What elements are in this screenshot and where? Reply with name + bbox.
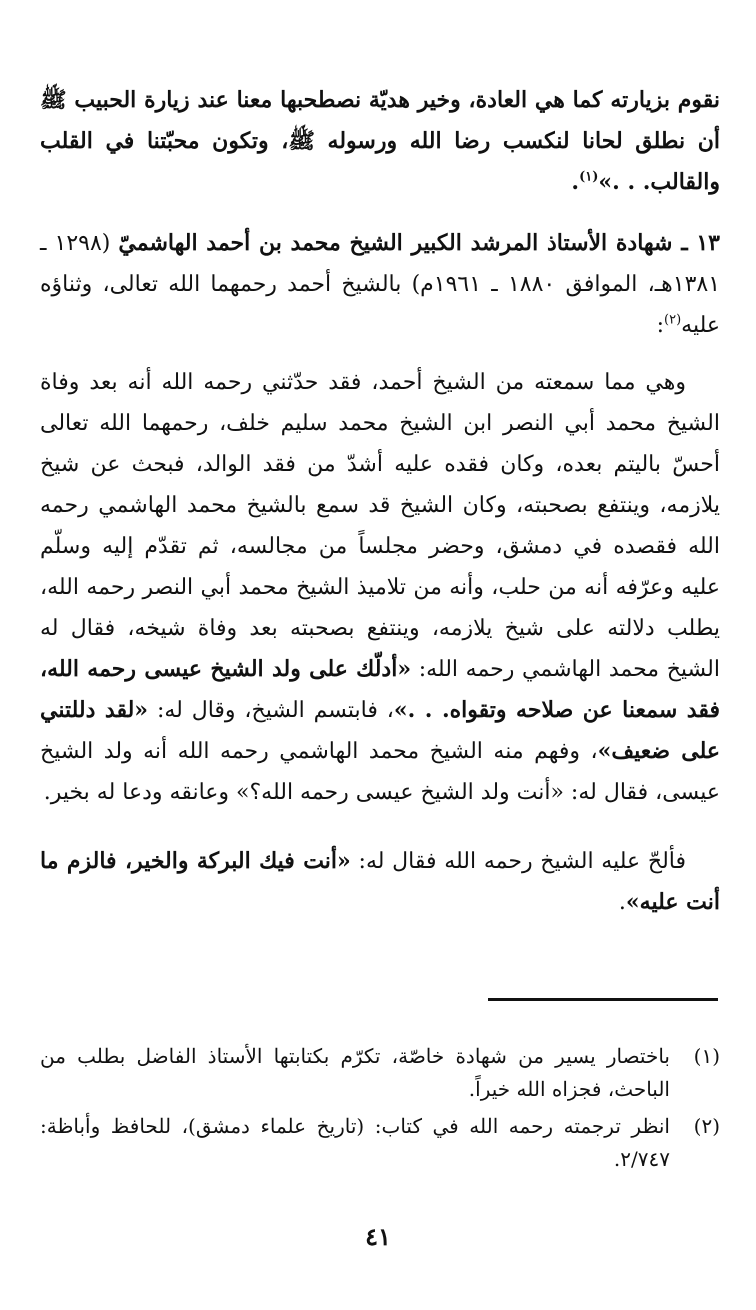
footnote-ref: (١) bbox=[579, 169, 599, 185]
footnote-divider bbox=[488, 998, 718, 1001]
paragraph-end: . bbox=[571, 169, 580, 195]
paragraph-text: ، وفهم منه الشيخ محمد الهاشمي رحمه الله أنه ولد الشيخ عيسى، فقال له: «أنت ولد الشيخ عيسى رحمه الله؟» وعانقه ودعا له بخير. bbox=[40, 739, 720, 805]
footnote-text: باختصار يسير من شهادة خاصّة، تكرّم بكتابتها الأستاذ الفاضل بطلب من الباحث، فجزاه الله خيراً. bbox=[40, 1044, 670, 1101]
quote-text: «أدلّك على ولد الشيخ عيسى رحمه الله، فقد سمعنا عن صلاحه وتقواه. . .» bbox=[40, 656, 721, 723]
paragraph-quote-end bbox=[40, 80, 720, 203]
footnote-number: (٢) bbox=[693, 1114, 720, 1138]
section-heading bbox=[40, 223, 720, 346]
heading-end: : bbox=[656, 313, 665, 338]
footnote-item bbox=[40, 1110, 720, 1176]
paragraph-text: نقوم بزيارته كما هي العادة، وخير هديّة نصطحبها معنا عند زيارة الحبيب ﷺ أن نطلق لحانا لنكسب رضا الله ورسوله ﷺ، وتكون محبّتنا في القلب والقالب. . .» bbox=[40, 87, 720, 195]
footnote-number: (١) bbox=[693, 1044, 720, 1068]
page-number: ٤١ bbox=[365, 1222, 391, 1251]
footnotes bbox=[40, 1040, 720, 1180]
paragraph-text: وهي مما سمعته من الشيخ أحمد، فقد حدّثني رحمه الله أنه بعد وفاة الشيخ محمد أبي النصر ابن الشيخ محمد سليم خلف، رحمهما الله تعالى أحسّ باليتم بعده، وكان فقده عليه أشدّ من فقد الوالد، فبحث عن شيخ يلازمه، وينتفع بصحبته، وكان الشيخ قد سمع بالشيخ محمد الهاشمي رحمه الله فقصده في دمشق، وحضر مجلساً من مجالسه، ثم تقدّم إليه وسلّم عليه وعرّفه أنه من حلب، وأنه من تلاميذ الشيخ محمد أبي النصر رحمه الله، يطلب دلالته على شيخ يلازمه، وينتفع بصحبته بعد وفاة شيخه، فقال له الشيخ محمد الهاشمي رحمه الله: bbox=[40, 370, 720, 682]
quote-text: «لقد دللتني على ضعيف» bbox=[40, 697, 720, 764]
paragraph-text: فألحّ عليه الشيخ رحمه الله فقال له: bbox=[358, 849, 686, 874]
paragraph-narrative bbox=[40, 362, 720, 813]
heading-details: (١٢٩٨ ـ ١٣٨١هـ، الموافق ١٨٨٠ ـ ١٩٦١م) بالشيخ أحمد رحمهما الله تعالى، وثناؤه عليه bbox=[40, 231, 721, 338]
page-body bbox=[40, 80, 720, 923]
footnote-ref: (٢) bbox=[664, 312, 682, 328]
paragraph-text: ، فابتسم الشيخ، وقال له: bbox=[156, 698, 394, 723]
footnote-item bbox=[40, 1040, 720, 1106]
heading-title: ١٣ ـ شهادة الأستاذ المرشد الكبير الشيخ محمد بن أحمد الهاشميّ bbox=[118, 230, 720, 256]
paragraph-closing bbox=[40, 841, 720, 923]
paragraph-end: . bbox=[618, 890, 626, 915]
quote-text: «أنت فيك البركة والخير، فالزم ما أنت عليه» bbox=[40, 848, 720, 915]
footnote-text: انظر ترجمته رحمه الله في كتاب: (تاريخ علماء دمشق)، للحافظ وأباظة: ٢/٧٤٧. bbox=[40, 1114, 670, 1171]
